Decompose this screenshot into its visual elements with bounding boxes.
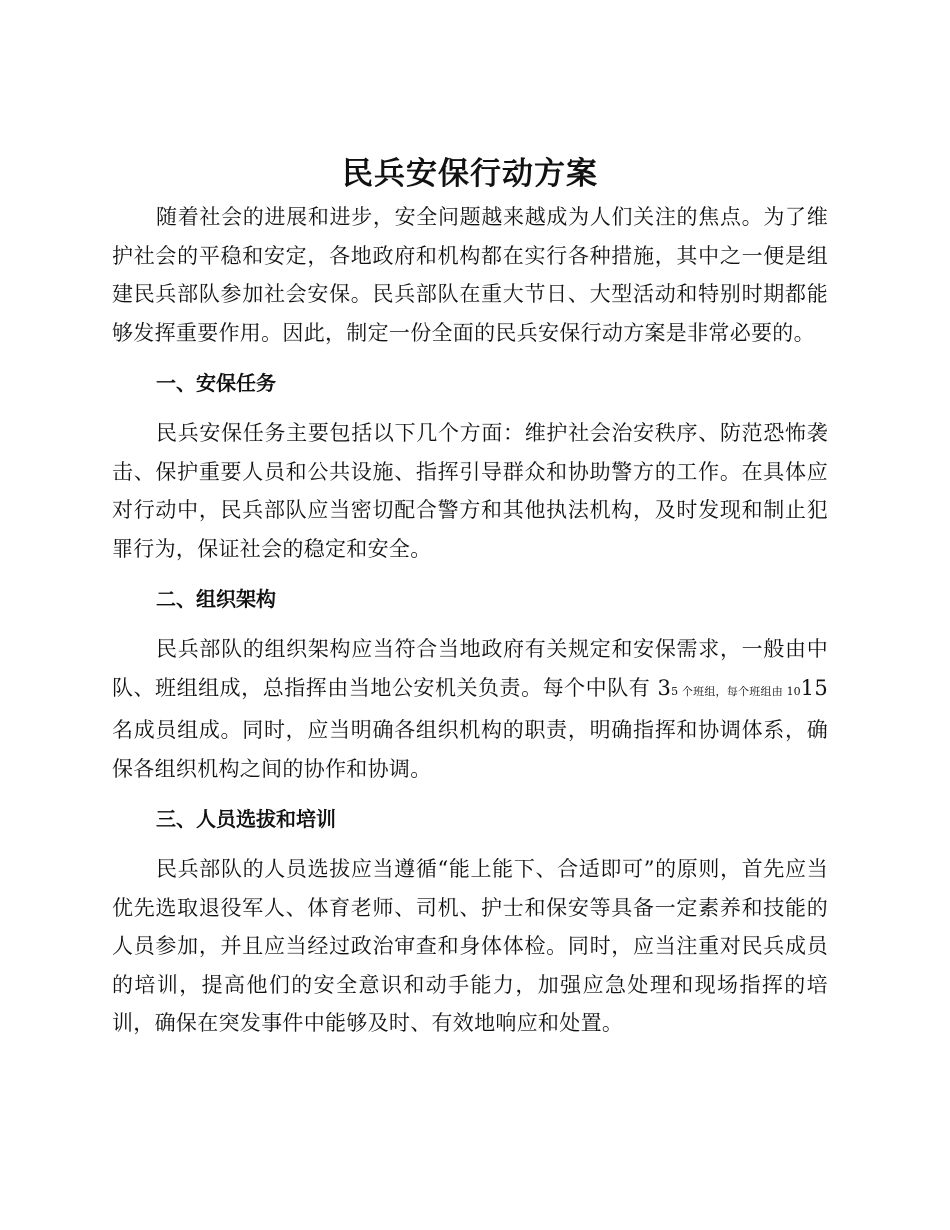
intro-paragraph: 随着社会的进展和进步，安全问题越来越成为人们关注的焦点。为了维护社会的平稳和安定，各地政府和机构都在实行各种措施，其中之一便是组建民兵部队参加社会安保。民兵部队在重大节日、大型活动和特别时期都能够发挥重要作用。因此，制定一份全面的民兵安保行动方案是非常必要的。 — [112, 205, 828, 345]
section-heading-personnel: 三、人员选拔和培训 — [156, 807, 336, 831]
organization-text-small: 5 个班组，每个班组由 10 — [671, 684, 801, 698]
section-body-organization — [112, 630, 828, 788]
section-body-security-tasks: 民兵安保任务主要包括以下几个方面：维护社会治安秩序、防范恐怖袭击、保护重要人员和公共设施、指挥引导群众和协助警方的工作。在具体应对行动中，民兵部队应当密切配合警方和其他执法机构，及时发现和制止犯罪行为，保证社会的稳定和安全。 — [112, 421, 828, 561]
document-title: 民兵安保行动方案 — [342, 156, 598, 192]
section-heading-security-tasks: 一、安保任务 — [156, 371, 276, 395]
section-body-personnel: 民兵部队的人员选拔应当遵循“能上能下、合适即可”的原则，首先应当优先选取退役军人、体育老师、司机、护士和保安等具备一定素养和技能的人员参加，并且应当经过政治审查和身体体检。同时，应当注重对民兵成员的培训，提高他们的安全意识和动手能力，加强应急处理和现场指挥的培训，确保在突发事件中能够及时、有效地响应和处置。 — [112, 857, 828, 1035]
document-content — [112, 150, 828, 1043]
organization-text-part2: 15 名成员组成。同时，应当明确各组织机构的职责，明确指挥和协调体系，确保各组织机构之间的协作和协调。 — [112, 675, 828, 781]
section-heading-organization: 二、组织架构 — [156, 587, 276, 611]
organization-text-part1: 民兵部队的组织架构应当符合当地政府有关规定和安保需求，一般由中队、班组组成，总指挥由当地公安机关负责。每个中队有 3 — [112, 637, 828, 700]
